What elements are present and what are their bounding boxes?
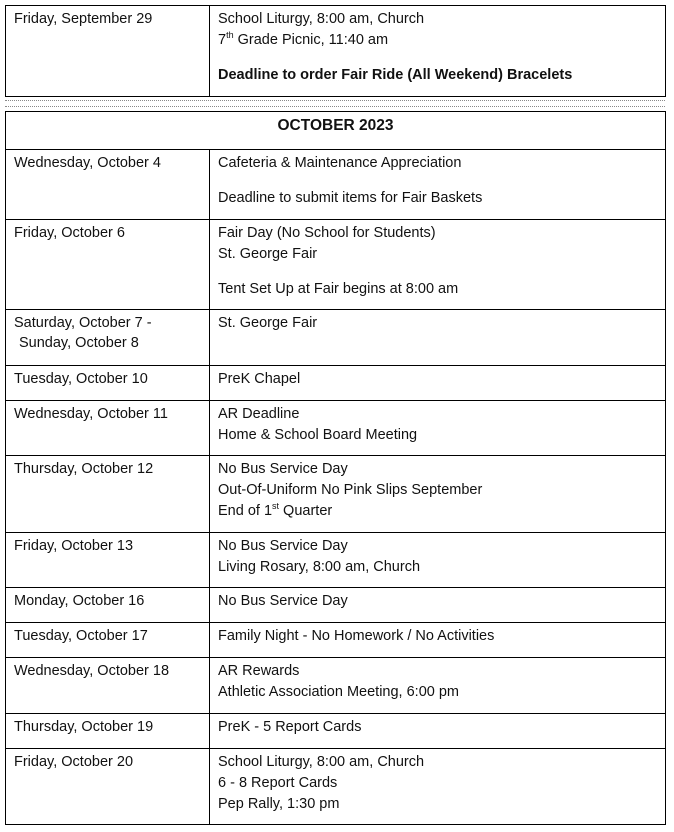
table-row (6, 310, 666, 366)
events-cell (210, 310, 666, 366)
table-row (6, 749, 666, 825)
date-cell: Thursday, October 19 (6, 714, 210, 749)
table-row (6, 623, 666, 658)
events-cell (210, 366, 666, 401)
event-line: St. George Fair (218, 246, 318, 262)
event-line: PreK - 5 Report Cards (218, 719, 362, 735)
event-line: Tent Set Up at Fair begins at 8:00 am (218, 281, 459, 297)
event-line: School Liturgy, 8:00 am, Church (218, 11, 425, 27)
date-cell: Thursday, October 12 (6, 456, 210, 533)
event-line: No Bus Service Day (218, 593, 348, 609)
date-cell: Tuesday, October 10 (6, 366, 210, 401)
date-text: Friday, September 29 (14, 11, 153, 27)
september-table (5, 5, 666, 97)
event-line: Living Rosary, 8:00 am, Church (218, 559, 421, 575)
event-line: No Bus Service Day (218, 538, 348, 554)
october-table (5, 111, 666, 825)
date-cell (6, 6, 210, 97)
month-header-row (6, 112, 666, 150)
date-cell: Wednesday, October 4 (6, 150, 210, 220)
table-row (6, 6, 666, 97)
date-cell: Wednesday, October 18 (6, 658, 210, 714)
events-cell (210, 714, 666, 749)
event-line: St. George Fair (218, 315, 318, 331)
month-title: OCTOBER 2023 (6, 112, 666, 150)
event-line: Out-Of-Uniform No Pink Slips September (218, 482, 483, 498)
event-line: 7th Grade Picnic, 11:40 am (218, 30, 389, 48)
event-line: No Bus Service Day (218, 461, 348, 477)
event-line: Fair Day (No School for Students) (218, 225, 436, 241)
event-line: Deadline to submit items for Fair Baskets (218, 190, 483, 206)
events-cell (210, 6, 666, 97)
table-row (6, 456, 666, 533)
date-cell: Friday, October 13 (6, 533, 210, 588)
date-cell: Friday, October 20 (6, 749, 210, 825)
table-row (6, 588, 666, 623)
table-row (6, 401, 666, 456)
events-cell (210, 220, 666, 310)
event-line: Cafeteria & Maintenance Appreciation (218, 155, 462, 171)
event-line: AR Deadline (218, 406, 300, 422)
events-cell (210, 623, 666, 658)
event-line: Pep Rally, 1:30 pm (218, 796, 340, 812)
table-row (6, 220, 666, 310)
table-row (6, 366, 666, 401)
deadline-event-line: Deadline to order Fair Ride (All Weekend) Bracelets (218, 67, 573, 83)
table-row (6, 658, 666, 714)
event-line: PreK Chapel (218, 371, 301, 387)
date-text: Saturday, October 7 - (14, 315, 152, 331)
event-line: AR Rewards (218, 663, 300, 679)
event-line: School Liturgy, 8:00 am, Church (218, 754, 425, 770)
date-cell: Tuesday, October 17 (6, 623, 210, 658)
event-line: Family Night - No Homework / No Activities (218, 628, 495, 644)
events-cell (210, 658, 666, 714)
table-row (6, 533, 666, 588)
date-cell: Wednesday, October 11 (6, 401, 210, 456)
events-cell (210, 749, 666, 825)
table-row (6, 150, 666, 220)
event-line: Home & School Board Meeting (218, 427, 418, 443)
date-cell: Monday, October 16 (6, 588, 210, 623)
events-cell (210, 456, 666, 533)
date-cell (6, 310, 210, 366)
events-cell (210, 588, 666, 623)
date-cell: Friday, October 6 (6, 220, 210, 310)
event-line: Athletic Association Meeting, 6:00 pm (218, 684, 459, 700)
events-cell (210, 150, 666, 220)
event-line: End of 1st Quarter (218, 501, 333, 519)
events-cell (210, 533, 666, 588)
table-row (6, 714, 666, 749)
event-line: 6 - 8 Report Cards (218, 775, 338, 791)
section-divider (5, 100, 665, 107)
events-cell (210, 401, 666, 456)
date-text: Sunday, October 8 (19, 335, 139, 351)
